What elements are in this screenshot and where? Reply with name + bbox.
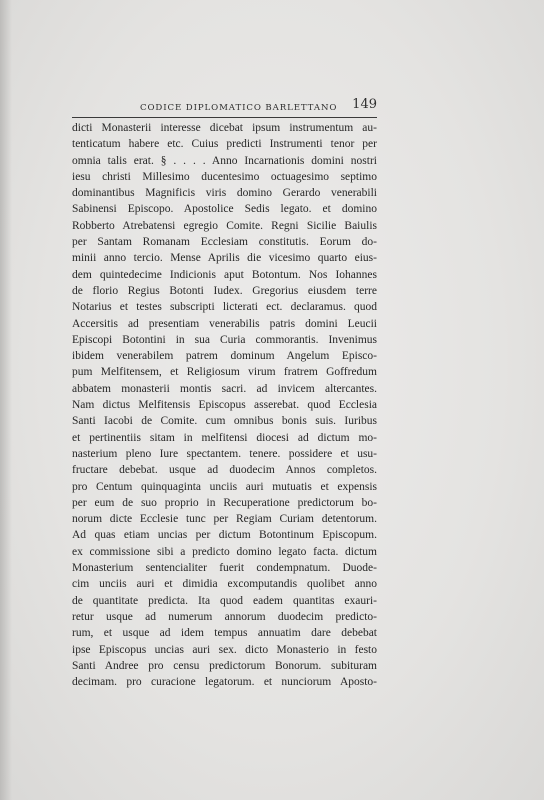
text-line: decimam. pro curacione legatorum. et nunciorum Aposto- [72,676,377,689]
text-line: Robberto Atrebatensi egregio Comite. Regni Sicilie Baiulis [72,219,377,232]
text-line: Sabinensi Episcopo. Apostolice Sedis legato. et domino [72,203,377,216]
running-header [72,97,377,117]
spine-shadow [0,0,12,800]
text-line: Monasterium sentencialiter fuerit condempnatum. Duode- [72,562,377,575]
text-line: nasterium pleno Iure spectantem. tenere. possidere et usu- [72,447,377,460]
text-line: pro Centum quinquaginta unciis auri mutuatis et expensis [72,480,377,493]
page-number: 149 [352,97,377,112]
text-line: dicti Monasterii interesse dicebat ipsum instrumentum au- [72,122,377,134]
text-line: dem quintedecime Indicionis aput Botontum. Nos Iohannes [72,268,377,281]
header-rule [72,117,377,118]
text-line: Notarius et testes subscripti licterati ect. declaramus. quod [72,301,377,314]
text-line: cim unciis auri et dimidia excomputandis quolibet anno [72,578,377,591]
text-line: Santi Iacobi de Comite. cum omnibus bonis suis. Iuribus [72,415,377,428]
text-line: norum dicte Ecclesie tunc per Regiam Curiam detentorum. [72,513,377,526]
text-line: ex commissione sibi a predicto domino legato facta. dictum [72,545,377,558]
text-line: et pertinentiis sitam in melfitensi diocesi ad dictum mo- [72,431,377,444]
text-line: per Santam Romanam Ecclesiam constitutis. Eorum do- [72,236,377,249]
text-line: rum, et usque ad idem tempus annuatim dare debebat [72,627,377,640]
text-line: fructare debebat. usque ad duodecim Annos completos. [72,464,377,477]
text-line: minii anno tercio. Mense Aprilis die vicesimo quarto eius- [72,252,377,265]
text-line: retur usque ad numerum annorum duodecim predicto- [72,610,377,623]
running-title: CODICE DIPLOMATICO BARLETTANO [140,103,338,113]
text-line: omnia talis erat. § . . . . Anno Incarnationis domini nostri [72,154,377,167]
text-line: de quantitate predicta. Ita quod eadem quantitas exauri- [72,594,377,607]
text-line: Santi Andree pro censu predictorum Bonorum. subituram [72,659,377,672]
text-line: iesu christi Millesimo ducentesimo octuagesimo septimo [72,170,377,183]
text-line: Episcopi Botontini in sua Curia commorantis. Invenimus [72,333,377,346]
text-line: de florio Regius Botonti Iudex. Gregorius eiusdem terre [72,284,377,297]
text-line: Accersitis ad presentiam venerabilis patris domini Leucii [72,317,377,330]
text-line: Ad quas etiam uncias per dictum Botontinum Episcopum. [72,529,377,542]
text-line: pum Melfitensem, et Religiosum virum fratrem Goffredum [72,366,377,379]
text-line: ibidem venerabilem patrem dominum Angelum Episco- [72,350,377,363]
text-line: ipse Episcopus uncias auri sex. dicto Monasterio in festo [72,643,377,656]
text-line: Nam dictus Melfitensis Episcopus asserebat. quod Ecclesia [72,399,377,412]
text-line: per eum de suo proprio in Recuperatione predictorum bo- [72,496,377,509]
body-text [72,120,377,690]
text-line: abbatem monasterii montis sacri. ad invicem altercantes. [72,382,377,395]
text-line: tenticatum habere etc. Cuius predicti Instrumenti tenor per [72,138,377,151]
text-line: dominantibus Magnificis viris domino Gerardo venerabili [72,187,377,200]
